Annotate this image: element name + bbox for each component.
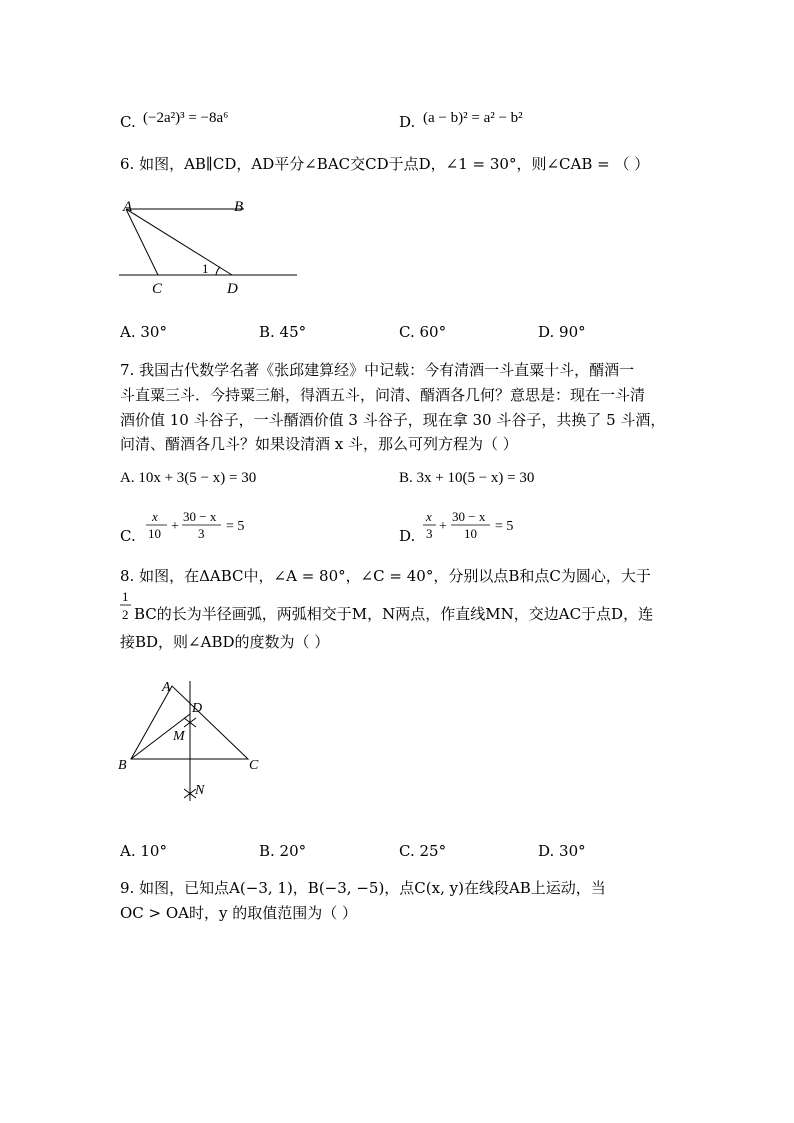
q8-label-m: M: [173, 729, 185, 744]
q6-option-c: C. 60°: [399, 323, 447, 341]
q8-line-2: BC的长为半径画弧，两弧相交于M，N两点，作直线MN，交边AC于点D，连: [134, 605, 654, 623]
q7-option-d-formula: [421, 509, 541, 543]
q5-option-d-expr: (a − b)² = a² − b²: [423, 110, 523, 126]
q7-option-c-formula: [143, 509, 253, 543]
q7-option-d-label: D.: [399, 527, 416, 545]
q8-half-fraction: [119, 588, 133, 624]
q8-half-num: 1: [122, 589, 129, 604]
q8-option-b: B. 20°: [259, 842, 307, 860]
q8-label-b: B: [118, 758, 127, 773]
q7d-f2-den: 10: [464, 526, 477, 541]
q6-option-b: B. 45°: [259, 323, 307, 341]
q7-line-4: 问清、醑酒各几斗？如果设清酒 x 斗，那么可列方程为（ ）: [120, 435, 518, 453]
q7c-f1-den: 10: [148, 526, 161, 541]
q6-angle-arc: [216, 267, 220, 275]
q6-label-angle1: 1: [202, 261, 209, 276]
q7d-rhs: = 5: [495, 519, 514, 534]
q6-stem: 6. 如图，AB∥CD，AD平分∠BAC交CD于点D，∠1 = 30°，则∠CAB = （ ）: [120, 155, 650, 173]
q8-label-a: A: [162, 680, 171, 695]
q6-label-c: C: [152, 281, 163, 296]
q7c-f1-num: x: [152, 509, 158, 524]
svg-text:+: +: [171, 519, 179, 534]
q7-line-2: 斗直粟三斗．今持粟三斛，得酒五斗，问清、醑酒各几何？意思是：现在一斗清: [120, 386, 646, 404]
q8-label-n: N: [195, 783, 205, 798]
q5-option-c-label: C.: [120, 113, 136, 131]
q8-line-1: 8. 如图，在ΔABC中，∠A = 80°，∠C = 40°，分别以点B和点C为圆心，大于: [120, 567, 651, 585]
q6-label-b: B: [234, 199, 244, 215]
q7-option-b: B. 3x + 10(5 − x) = 30: [399, 470, 535, 486]
q7d-f1-num: x: [426, 509, 432, 524]
q8-line-3: 接BD，则∠ABD的度数为（ ）: [120, 633, 330, 651]
q9-line-1: 9. 如图，已知点A(−3, 1)，B(−3, −5)，点C(x, y)在线段AB上运动，当: [120, 879, 606, 897]
q9-line-2: OC > OA时，y 的取值范围为（ ）: [120, 904, 358, 922]
q6-label-d: D: [227, 281, 238, 296]
q7-option-a: A. 10x + 3(5 − x) = 30: [120, 470, 257, 486]
q6-figure: [112, 196, 312, 296]
q8-half-den: 2: [122, 607, 129, 622]
q7d-f2-num: 30 − x: [452, 509, 486, 524]
q7d-f1-den: 3: [426, 526, 433, 541]
q7c-rhs: = 5: [226, 519, 245, 534]
q6-option-a: A. 30°: [120, 323, 167, 341]
svg-text:+: +: [439, 519, 447, 534]
q7-line-1: 7. 我国古代数学名著《张邱建算经》中记载：今有清酒一斗直粟十斗，醑酒一: [120, 361, 635, 379]
q7c-f2-num: 30 − x: [183, 509, 217, 524]
q8-option-a: A. 10°: [120, 842, 167, 860]
q7-option-c-label: C.: [120, 527, 136, 545]
q8-label-d: D: [192, 701, 203, 716]
q8-figure: [116, 676, 276, 816]
q6-label-a: A: [123, 199, 133, 215]
q5-option-c-expr: (−2a²)³ = −8a⁶: [143, 110, 229, 126]
q7c-f2-den: 3: [198, 526, 205, 541]
q8-option-d: D. 30°: [538, 842, 586, 860]
q8-option-c: C. 25°: [399, 842, 447, 860]
q5-option-d-label: D.: [399, 113, 416, 131]
q6-option-d: D. 90°: [538, 323, 586, 341]
q7-line-3: 酒价值 10 斗谷子，一斗醑酒价值 3 斗谷子，现在拿 30 斗谷子，共换了 5 斗酒，: [120, 411, 666, 429]
q8-label-c: C: [249, 758, 259, 773]
